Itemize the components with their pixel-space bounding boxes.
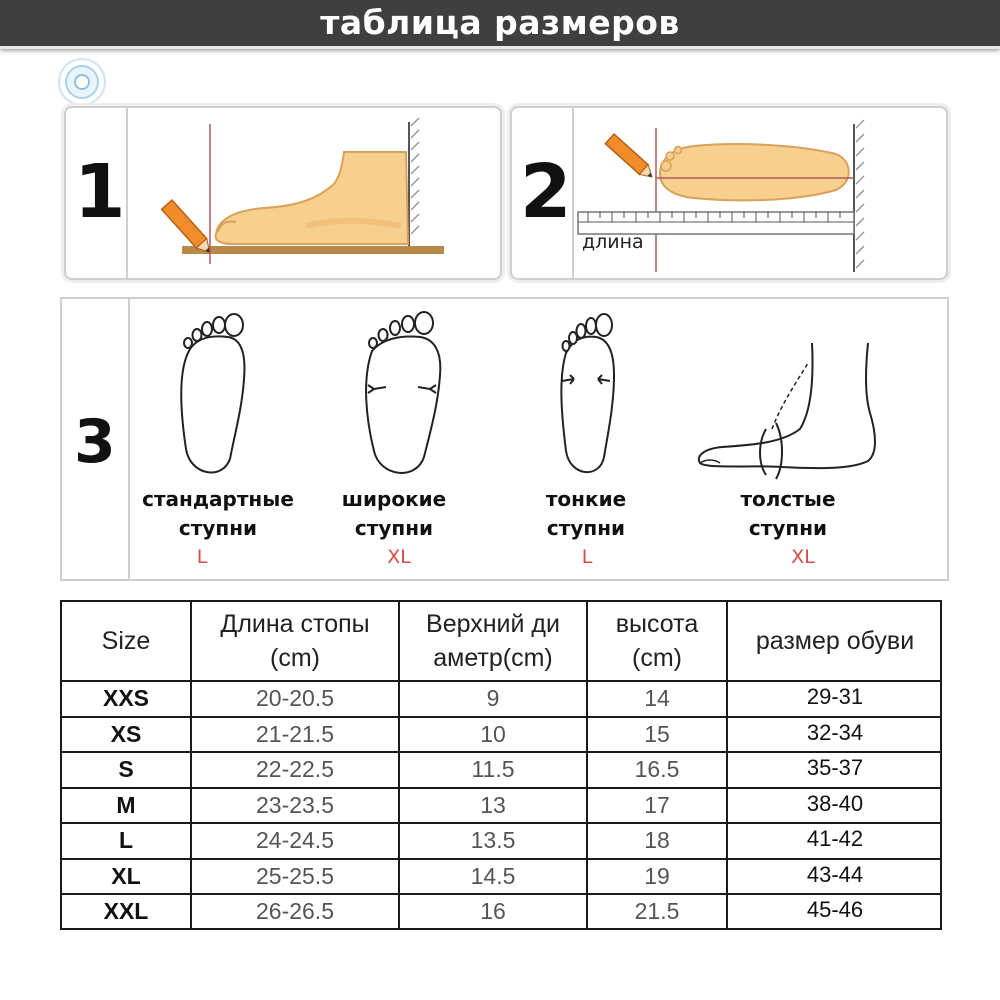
- row-shoe-size: 38-40: [806, 790, 864, 816]
- panel-divider: [126, 108, 128, 278]
- wide-feet-size: XL: [387, 546, 411, 568]
- row-foot-length: 20-20.5: [255, 685, 334, 712]
- table-row-divider: [62, 680, 940, 682]
- row-upper-diameter: 10: [480, 720, 506, 747]
- thick-foot-icon: [692, 333, 882, 483]
- length-label: длина: [582, 231, 644, 253]
- table-row-divider: [62, 893, 940, 895]
- row-foot-length: 23-23.5: [255, 791, 334, 818]
- step-3-number: 3: [74, 407, 116, 477]
- row-height: 15: [644, 720, 670, 747]
- row-shoe-size: 32-34: [806, 719, 864, 745]
- row-height: 18: [644, 827, 670, 854]
- row-shoe-size: 45-46: [806, 897, 864, 922]
- thick-feet-label: толстые ступни: [740, 487, 836, 540]
- row-height: 21.5: [634, 898, 680, 925]
- row-upper-diameter: 9: [486, 685, 500, 712]
- row-size: XXL: [103, 898, 149, 925]
- row-shoe-size: 29-31: [806, 684, 864, 709]
- row-foot-length: 22-22.5: [255, 756, 334, 783]
- row-height: 19: [644, 862, 670, 889]
- thin-foot-icon: [552, 309, 622, 481]
- row-upper-diameter: 13: [480, 791, 506, 818]
- row-shoe-size: 41-42: [806, 826, 864, 851]
- page-title: таблица размеров: [320, 3, 680, 42]
- panel-divider: [128, 299, 130, 579]
- row-size: L: [118, 827, 134, 854]
- step-2-number: 2: [520, 149, 572, 235]
- brand-logo-icon: [57, 57, 107, 107]
- foot-side-measure-illustration: [156, 114, 496, 272]
- standard-feet-label: стандартные ступни: [142, 487, 294, 540]
- row-size: M: [116, 791, 136, 818]
- row-size: XS: [110, 720, 142, 747]
- row-foot-length: 25-25.5: [255, 862, 334, 889]
- row-size: XXS: [102, 685, 150, 712]
- row-foot-length: 21-21.5: [255, 720, 334, 747]
- row-size: XL: [111, 862, 141, 889]
- table-row-divider: [62, 751, 940, 753]
- row-upper-diameter: 14.5: [470, 862, 516, 889]
- row-height: 14: [644, 685, 670, 712]
- thin-feet-label: тонкие ступни: [545, 487, 627, 540]
- wide-foot-icon: [360, 309, 444, 481]
- step-1-panel: [64, 106, 502, 280]
- title-bar: [0, 0, 1000, 49]
- standard-foot-icon: [172, 309, 252, 481]
- header-size: Size: [101, 627, 151, 655]
- header-upper-diameter: Верхний ди аметр(cm): [426, 610, 560, 672]
- header-height: высота (cm): [615, 610, 699, 672]
- row-height: 17: [644, 791, 670, 818]
- step-3-panel: [60, 297, 949, 581]
- step-1-number: 1: [74, 149, 126, 235]
- table-row-divider: [62, 787, 940, 789]
- row-foot-length: 24-24.5: [255, 827, 334, 854]
- table-row-divider: [62, 822, 940, 824]
- step-2-panel: [510, 106, 948, 280]
- row-shoe-size: 43-44: [806, 861, 864, 887]
- standard-feet-size: L: [196, 546, 208, 568]
- row-size: S: [118, 756, 134, 783]
- header-shoe-size: размер обуви: [755, 627, 915, 655]
- thick-feet-size: XL: [791, 546, 815, 568]
- wide-feet-label: широкие ступни: [341, 487, 447, 540]
- header-foot-length: Длина стопы (cm): [220, 610, 370, 672]
- row-upper-diameter: 11.5: [471, 756, 515, 783]
- row-upper-diameter: 16: [480, 898, 506, 925]
- table-row-divider: [62, 716, 940, 718]
- row-height: 16.5: [634, 756, 680, 783]
- thin-feet-size: L: [581, 546, 593, 568]
- table-row-divider: [62, 858, 940, 860]
- row-upper-diameter: 13.5: [470, 827, 516, 854]
- row-foot-length: 26-26.5: [255, 898, 334, 925]
- size-table: [60, 600, 942, 930]
- row-shoe-size: 35-37: [806, 755, 864, 780]
